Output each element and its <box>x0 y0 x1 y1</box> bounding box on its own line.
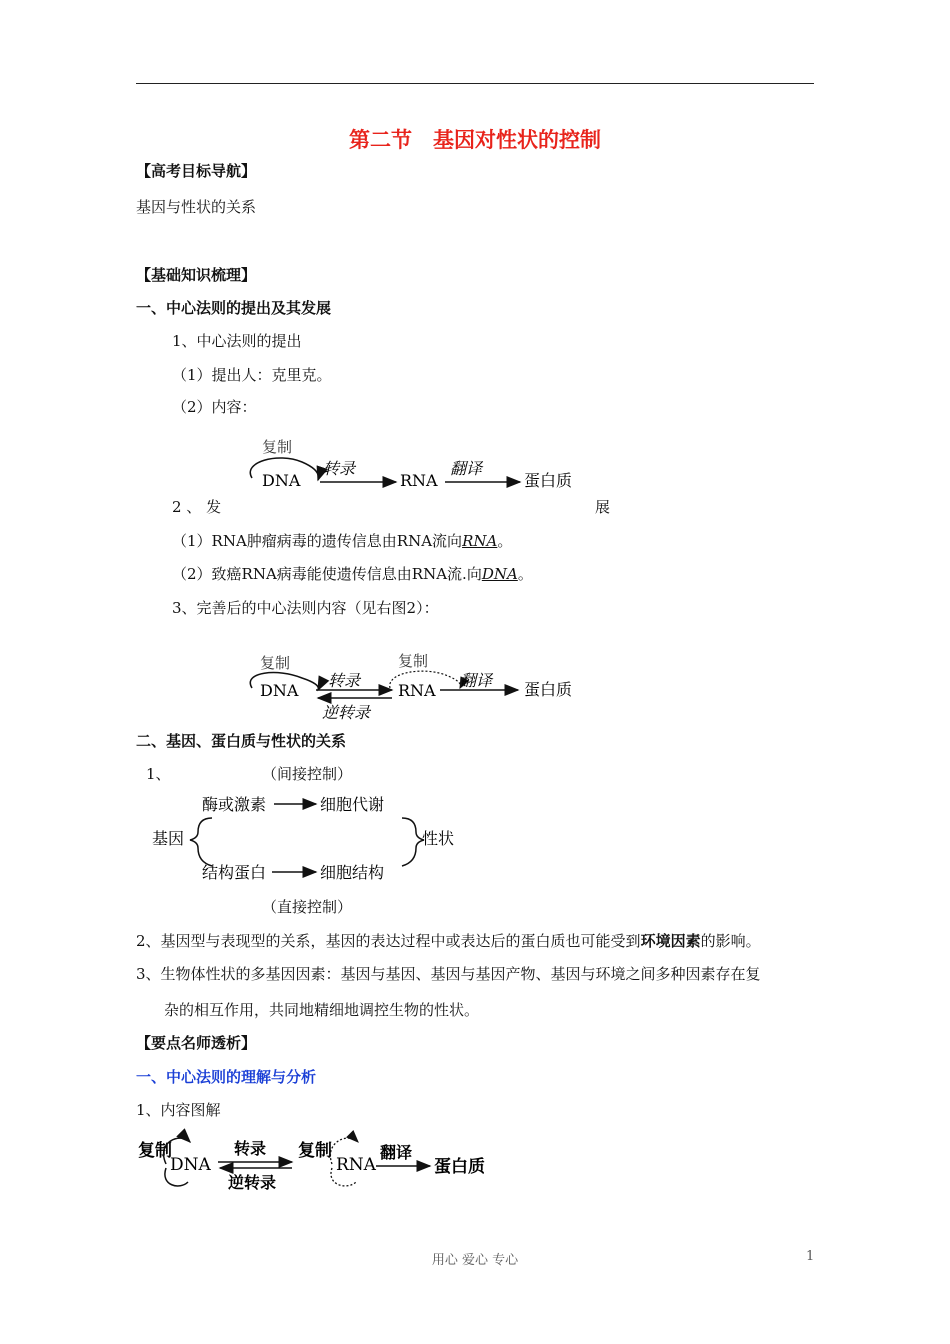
rna-label: RNA <box>336 1155 376 1175</box>
trait-label: 性状 <box>422 829 455 848</box>
central-dogma-diagram-2 <box>240 648 590 726</box>
item-1-1: 1、中心法则的提出 <box>172 332 302 350</box>
gene-label: 基因 <box>152 829 185 848</box>
item-2-2 <box>136 930 761 951</box>
item-2-3-line1: 3、生物体性状的多基因因素：基因与基因、基因与基因产物、基因与环境之间多种因素存在复 <box>136 965 761 983</box>
item-1-3: 3、完善后的中心法则内容（见右图2）： <box>172 599 439 617</box>
item-1-2-2-end: 。 <box>517 565 533 583</box>
reverse-label: 逆转录 <box>322 703 371 722</box>
central-dogma-diagram-1 <box>240 436 590 496</box>
direct-control-label: （直接控制） <box>262 898 353 916</box>
protein-label: 蛋白质 <box>524 680 573 699</box>
item-1-2-2 <box>172 563 533 584</box>
item-2-2-end: 的影响。 <box>700 932 761 950</box>
transcribe-label: 转录 <box>328 671 361 690</box>
item-2-3-line2: 杂的相互作用，共同地精细地调控生物的性状。 <box>164 1001 480 1019</box>
target-text: 基因与性状的关系 <box>136 198 257 216</box>
item-1-2-1 <box>172 530 512 551</box>
replicate-label: 复制 <box>262 438 293 456</box>
replicate-rna-label: 复制 <box>398 652 429 670</box>
replicate-dna-top: 复制 <box>138 1141 172 1161</box>
protein-label: 蛋白质 <box>434 1157 485 1177</box>
transcribe-label: 转录 <box>323 459 356 478</box>
dna-label: DNA <box>170 1155 211 1175</box>
item-1-1-2: （2）内容： <box>172 398 257 416</box>
target-header: 【高考目标导航】 <box>136 162 257 180</box>
item-1-2-2-answer: DNA <box>481 565 518 583</box>
item-2-2-bold: 环境因素 <box>640 932 701 950</box>
item-1-2-left: 2 、 发 <box>172 498 222 516</box>
transcribe-label: 转录 <box>234 1139 267 1158</box>
item-1-2-right: 展 <box>595 498 611 516</box>
gene-trait-diagram <box>140 788 480 888</box>
part1-title: 一、中心法则的提出及其发展 <box>136 299 332 317</box>
item-1-2-1-answer: RNA <box>462 532 498 550</box>
item-2-1-num: 1、 <box>146 765 171 783</box>
page-number: 1 <box>806 1249 815 1264</box>
right-brace <box>402 818 424 866</box>
item-1-2-1-text: （1）RNA肿瘤病毒的遗传信息由RNA流向 <box>172 532 463 550</box>
central-dogma-diagram-3 <box>136 1128 496 1192</box>
struct-protein-label: 结构蛋白 <box>202 863 267 882</box>
left-brace <box>190 818 212 866</box>
cell-struct-label: 细胞结构 <box>320 863 385 882</box>
translate-label: 翻译 <box>460 671 493 690</box>
item-2-2-text: 2、基因型与表现型的关系，基因的表达过程中或表达后的蛋白质也可能受到 <box>136 932 641 950</box>
metabolism-label: 细胞代谢 <box>320 795 385 814</box>
item-1-1-1: （1）提出人：克里克。 <box>172 366 332 384</box>
basic-header: 【基础知识梳理】 <box>136 266 257 284</box>
header-rule <box>136 83 814 84</box>
analysis-header: 【要点名师透析】 <box>136 1034 257 1052</box>
replicate-rna-label: 复制 <box>298 1141 332 1161</box>
page-title: 第二节 基因对性状的控制 <box>349 128 601 152</box>
footer-center: 用心 爱心 专心 <box>431 1253 519 1268</box>
indirect-control-label: （间接控制） <box>262 765 353 783</box>
dna-label: DNA <box>262 471 301 490</box>
part2-title: 二、基因、蛋白质与性状的关系 <box>136 732 347 750</box>
replicate-dna-label: 复制 <box>260 654 291 672</box>
translate-label: 翻译 <box>450 459 483 478</box>
reverse-label: 逆转录 <box>228 1173 277 1192</box>
analysis-part1-title: 一、中心法则的理解与分析 <box>136 1068 317 1086</box>
analysis-item-1: 1、内容图解 <box>136 1101 221 1119</box>
item-1-2-2-text: （2）致癌RNA病毒能使遗传信息由RNA流.向 <box>172 565 482 583</box>
rna-label: RNA <box>398 681 436 700</box>
item-1-2-1-end: 。 <box>497 532 513 550</box>
protein-label: 蛋白质 <box>524 471 573 490</box>
enzyme-label: 酶或激素 <box>202 795 267 814</box>
dna-label: DNA <box>260 681 299 700</box>
translate-label: 翻译 <box>380 1143 413 1162</box>
rna-label: RNA <box>400 471 438 490</box>
